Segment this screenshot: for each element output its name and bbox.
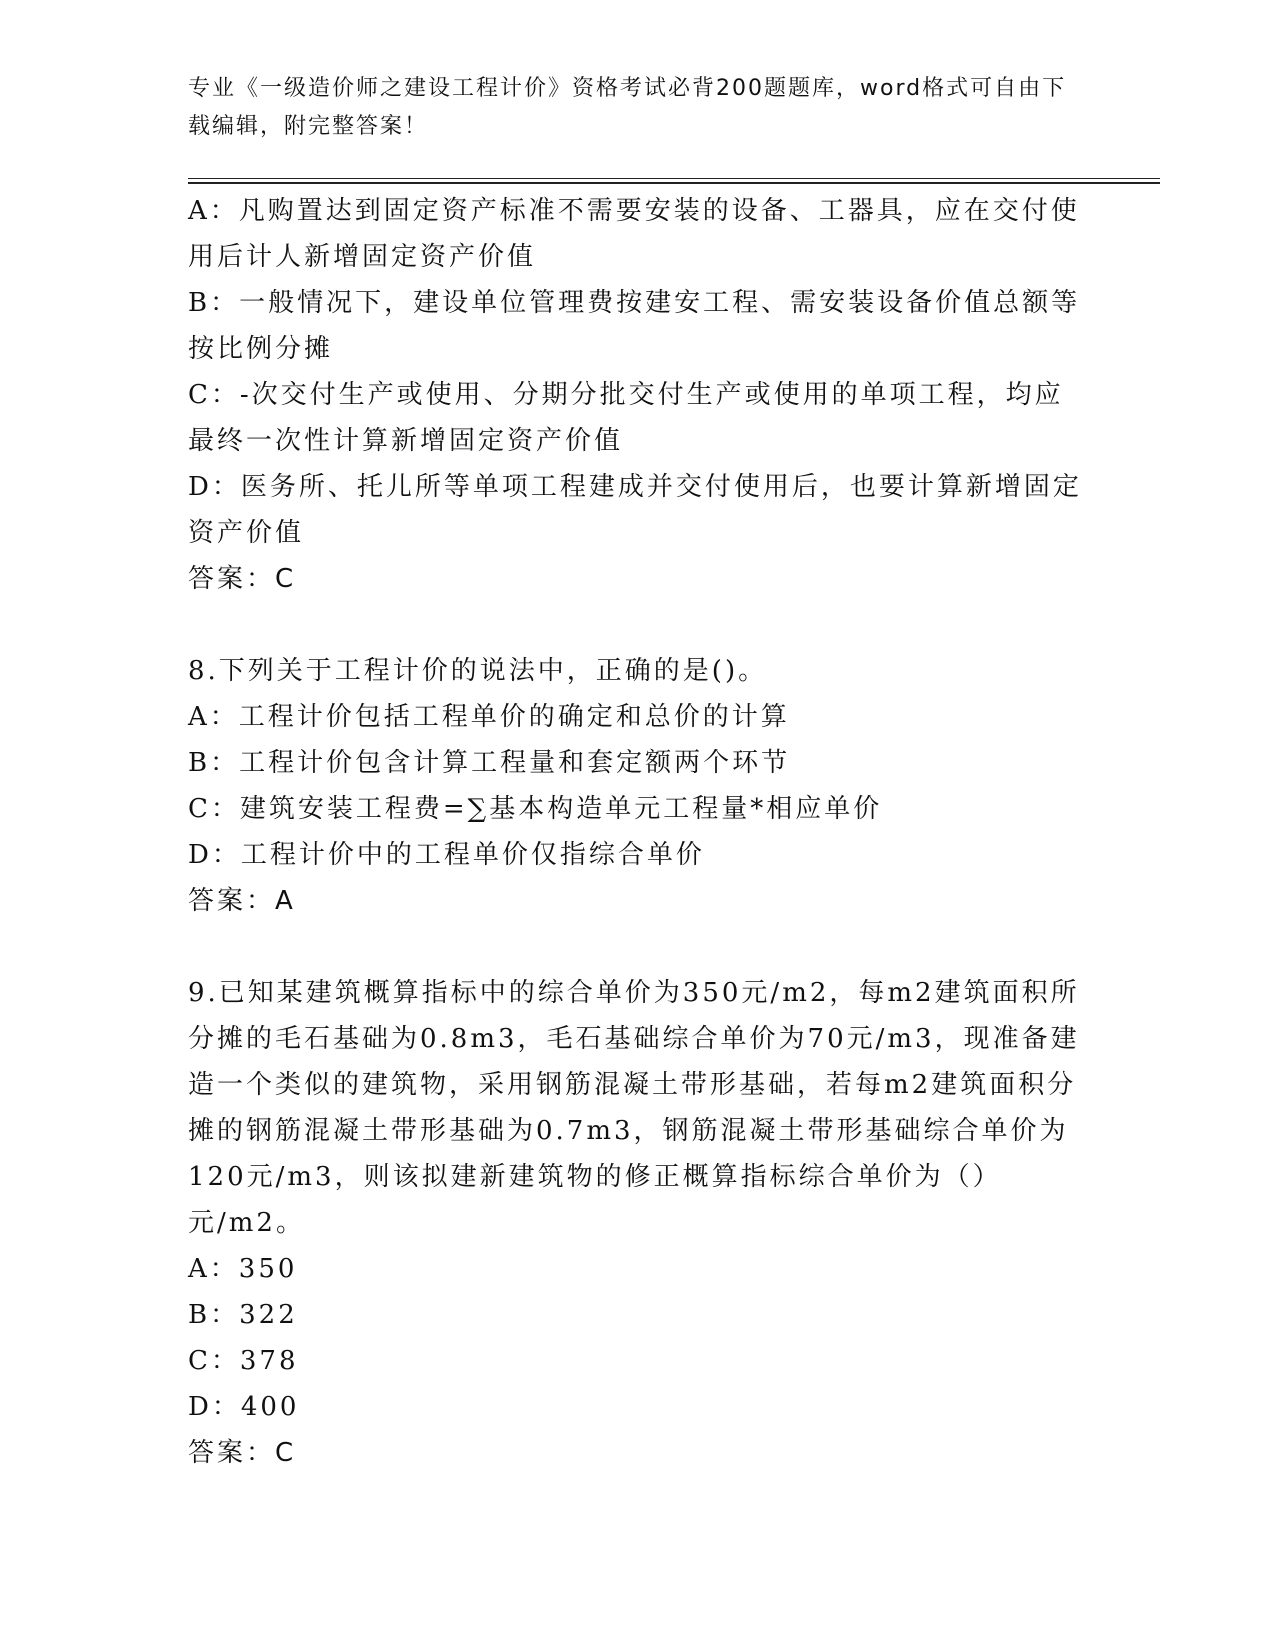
option-c: C：建筑安装工程费=∑基本构造单元工程量*相应单价 <box>188 794 883 824</box>
option-a: A：凡购置达到固定资产标准不需要安装的设备、工器具，应在交付使用后计人新增固定资产价值 <box>188 196 1080 272</box>
question-9 <box>188 970 1088 1476</box>
question-7 <box>188 188 1088 602</box>
answer: 答案：C <box>188 564 297 594</box>
option-a: A：350 <box>188 1254 298 1284</box>
question-stem: 8.下列关于工程计价的说法中，正确的是()。 <box>188 656 768 686</box>
option-b: B：工程计价包含计算工程量和套定额两个环节 <box>188 748 791 778</box>
option-b: B：322 <box>188 1300 298 1330</box>
question-content <box>188 188 1088 1476</box>
option-b: B：一般情况下，建设单位管理费按建安工程、需安装设备价值总额等按比例分摊 <box>188 288 1081 364</box>
question-8 <box>188 648 1088 924</box>
answer: 答案：A <box>188 886 296 916</box>
option-c: C：378 <box>188 1346 299 1376</box>
option-d: D：400 <box>188 1392 300 1422</box>
option-c: C：-次交付生产或使用、分期分批交付生产或使用的单项工程，均应最终一次性计算新增固定资产价值 <box>188 380 1064 456</box>
header-divider-top <box>188 178 1160 179</box>
question-stem: 9.已知某建筑概算指标中的综合单价为350元/m2，每m2建筑面积所分摊的毛石基础为0.8m3，毛石基础综合单价为70元/m3，现准备建造一个类似的建筑物，采用钢筋混凝土带形基础，若每m2建筑面积分摊的钢筋混凝土带形基础为0.7m3，钢筋混凝土带形基础综合单价为120元/m3，则该拟建新建筑物的修正概算指标综合单价为（）元/m2。 <box>188 978 1080 1238</box>
option-d: D：医务所、托儿所等单项工程建成并交付使用后，也要计算新增固定资产价值 <box>188 472 1082 548</box>
answer: 答案：C <box>188 1438 297 1468</box>
header-divider-bottom <box>188 182 1160 184</box>
option-d: D：工程计价中的工程单价仅指综合单价 <box>188 840 705 870</box>
document-header: 专业《一级造价师之建设工程计价》资格考试必背200题题库，word格式可自由下载编辑，附完整答案！ <box>188 76 1067 139</box>
spacer <box>188 602 1088 648</box>
spacer <box>188 924 1088 970</box>
option-a: A：工程计价包括工程单价的确定和总价的计算 <box>188 702 790 732</box>
